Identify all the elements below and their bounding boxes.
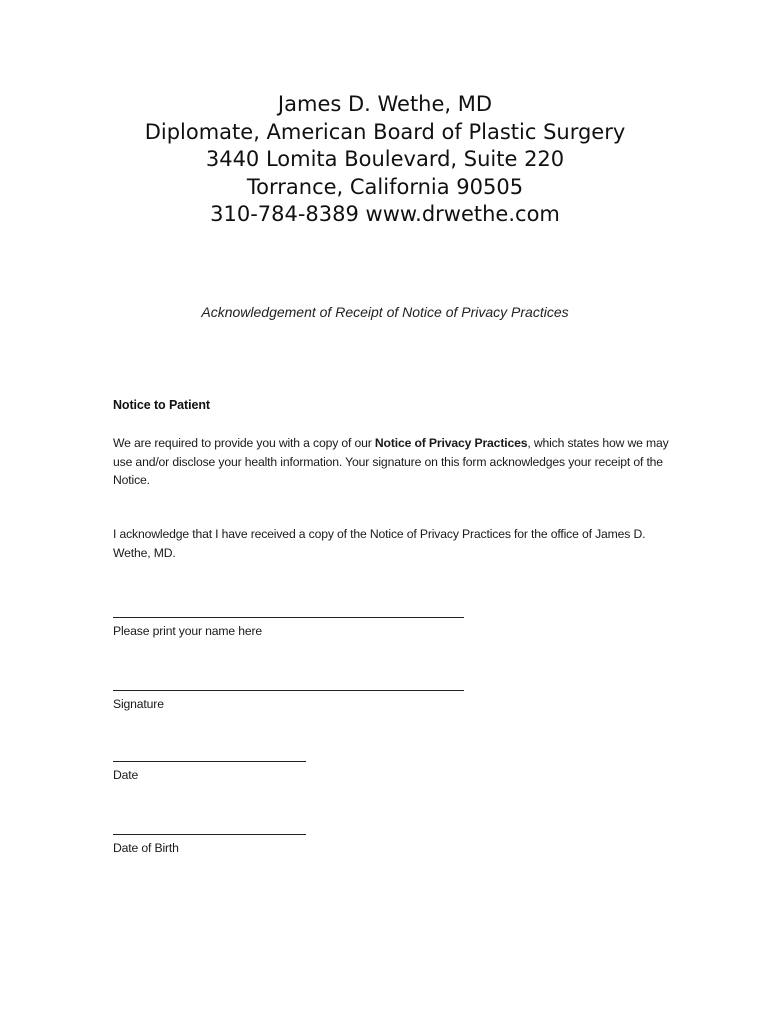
section-heading: Notice to Patient bbox=[113, 398, 210, 412]
physician-name: James D. Wethe, MD bbox=[277, 92, 493, 116]
date-line[interactable] bbox=[113, 761, 306, 762]
signature-label: Signature bbox=[113, 697, 164, 711]
print-name-field[interactable] bbox=[113, 617, 464, 639]
date-of-birth-label: Date of Birth bbox=[113, 841, 179, 855]
letterhead bbox=[0, 91, 770, 229]
notice-text-before: We are required to provide you with a copy of our bbox=[113, 436, 375, 450]
notice-paragraph bbox=[113, 434, 673, 490]
date-of-birth-line[interactable] bbox=[113, 834, 306, 835]
signature-field[interactable] bbox=[113, 690, 464, 712]
date-of-birth-field[interactable] bbox=[113, 834, 306, 856]
print-name-line[interactable] bbox=[113, 617, 464, 618]
notice-text-bold: Notice of Privacy Practices bbox=[374, 436, 528, 450]
print-name-label: Please print your name here bbox=[113, 624, 263, 638]
office-city: Torrance, California 90505 bbox=[246, 174, 524, 199]
notice-text-after: , which states how we may use and/or disclose your health information. Your signature on this form acknowledges your receipt of the Notice. bbox=[113, 436, 669, 487]
physician-credential: Diplomate, American Board of Plastic Surgery bbox=[144, 119, 626, 144]
office-contact: 310-784-8389 www.drwethe.com bbox=[210, 202, 560, 226]
office-address: 3440 Lomita Boulevard, Suite 220 bbox=[205, 147, 565, 171]
acknowledgement-paragraph: I acknowledge that I have received a copy of the Notice of Privacy Practices for the office of James D. Wethe, MD. bbox=[113, 527, 646, 560]
date-field[interactable] bbox=[113, 761, 306, 783]
document-title: Acknowledgement of Receipt of Notice of Privacy Practices bbox=[201, 304, 569, 320]
date-label: Date bbox=[113, 768, 139, 782]
signature-line[interactable] bbox=[113, 690, 464, 691]
